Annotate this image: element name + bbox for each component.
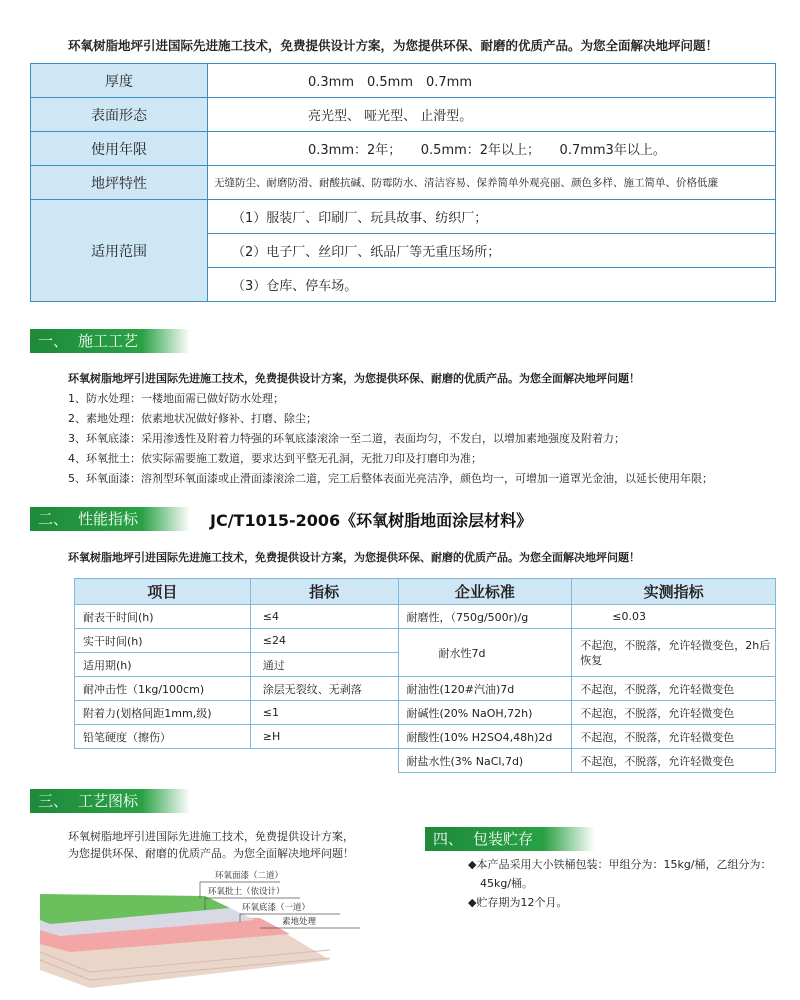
table-cell: 铅笔硬度（擦伤） [75, 725, 251, 749]
table-cell: ≥H [250, 725, 398, 749]
list-item: ◆贮存期为12个月。 [468, 896, 568, 909]
col-header: 指标 [250, 579, 398, 605]
section3-intro-1: 环氧树脂地坪引进国际先进施工技术，免费提供设计方案， [68, 830, 354, 843]
layer-diagram [30, 860, 390, 990]
table-cell: 耐表干时间(h) [75, 605, 251, 629]
table-row [75, 725, 776, 749]
section2-title: 性能指标 [78, 510, 139, 528]
standard-title: JC/T1015-2006《环氧树脂地面涂层材料》 [210, 511, 533, 530]
section4-banner [425, 827, 595, 851]
spec-life-label: 使用年限 [31, 132, 208, 166]
section1-number: 一、 [38, 332, 69, 350]
table-cell: 不起泡，不脱落，允许轻微变色 [572, 749, 776, 773]
col-header: 企业标准 [398, 579, 572, 605]
table-cell: 耐水性7d [398, 629, 572, 677]
section1-title: 施工工艺 [78, 332, 139, 350]
section3-intro-2: 为您提供环保、耐磨的优质产品。为您全面解决地坪问题！ [68, 847, 354, 860]
table-cell: 不起泡，不脱落，允许轻微变色 [572, 701, 776, 725]
table-cell: 耐盐水性(3% NaCl,7d) [398, 749, 572, 773]
spec-life-value: 0.3mm：2年； 0.5mm：2年以上； 0.7mm3年以上。 [208, 132, 776, 166]
spec-table [30, 63, 776, 302]
spec-scope-item: （2）电子厂、丝印厂、纸品厂等无重压场所； [208, 234, 776, 268]
table-row [75, 701, 776, 725]
spec-surface-value: 亮光型、 哑光型、 止滑型。 [208, 98, 776, 132]
layer-label-primer: 环氧底漆（一道） [242, 903, 311, 913]
table-row [75, 629, 776, 653]
spec-scope-label: 适用范围 [31, 200, 208, 302]
packaging-info [468, 855, 778, 912]
table-cell: ≤1 [250, 701, 398, 725]
section2-intro: 环氧树脂地坪引进国际先进施工技术，免费提供设计方案，为您提供环保、耐磨的优质产品。为您全面解决地坪问题！ [68, 551, 640, 564]
table-cell: 不起泡，不脱落，允许轻微变色 [572, 725, 776, 749]
construction-steps [68, 389, 713, 489]
section3-banner [30, 789, 190, 813]
list-item: 5、环氧面漆：溶剂型环氧面漆或止滑面漆滚涂二道，完工后整体表面光亮洁净，颜色均一，可增加一道罩光金油，以延长使用年限； [68, 472, 713, 485]
spec-scope-item: （1）服装厂、印刷厂、玩具故事、纺织厂； [208, 200, 776, 234]
table-row [75, 749, 776, 773]
table-cell: 耐酸性(10% H2SO4,48h)2d [398, 725, 572, 749]
section2-banner [30, 507, 190, 531]
table-cell: 耐磨性，（750g/500r)/g [398, 605, 572, 629]
list-item: 3、环氧底漆：采用渗透性及附着力特强的环氧底漆滚涂一至二道，表面均匀，不发白，以增加素地强度及附着力； [68, 432, 625, 445]
spec-surface-label: 表面形态 [31, 98, 208, 132]
spec-scope-item: （3）仓库、停车场。 [208, 268, 776, 302]
spec-features-value: 无缝防尘、耐磨防滑、耐酸抗碱、防霉防水、清洁容易、保养简单外观亮丽、颜色多样、施工简单、价格低廉 [208, 166, 776, 200]
section4-number: 四、 [433, 830, 464, 848]
section1-banner [30, 329, 190, 353]
table-cell: 通过 [250, 653, 398, 677]
col-header: 项目 [75, 579, 251, 605]
table-cell: 耐冲击性（1kg/100cm) [75, 677, 251, 701]
section2-number: 二、 [38, 510, 69, 528]
spec-thickness-label: 厚度 [31, 64, 208, 98]
table-cell: ≤0.03 [572, 605, 776, 629]
list-item: 2、素地处理：依素地状况做好修补、打磨、除尘； [68, 412, 317, 425]
section3-title: 工艺图标 [78, 792, 139, 810]
section4-title: 包装贮存 [473, 830, 534, 848]
table-cell: 耐油性(120#汽油)7d [398, 677, 572, 701]
layer-label-putty: 环氧批土（依设计） [208, 887, 285, 897]
list-item: ◆本产品采用大小铁桶包装：甲组分为：15kg/桶，乙组分为：45kg/桶。 [468, 858, 772, 890]
table-cell: 不起泡，不脱落，允许轻微变色，2h后恢复 [572, 629, 776, 677]
table-row [75, 677, 776, 701]
table-cell: ≤4 [250, 605, 398, 629]
table-cell: 适用期(h) [75, 653, 251, 677]
spec-thickness-value: 0.3mm 0.5mm 0.7mm [208, 64, 776, 98]
layer-label-substrate: 素地处理 [282, 917, 317, 927]
table-row [75, 605, 776, 629]
list-item: 1、防水处理：一楼地面需已做好防水处理； [68, 392, 284, 405]
section3-number: 三、 [38, 792, 69, 810]
layer-label-topcoat: 环氧面漆（二道） [215, 871, 284, 881]
table-cell: 涂层无裂纹、无剥落 [250, 677, 398, 701]
table-cell: 不起泡，不脱落，允许轻微变色 [572, 677, 776, 701]
table-cell: 实干时间(h) [75, 629, 251, 653]
spec-features-label: 地坪特性 [31, 166, 208, 200]
col-header: 实测指标 [572, 579, 776, 605]
intro-line: 环氧树脂地坪引进国际先进施工技术，免费提供设计方案，为您提供环保、耐磨的优质产品。为您全面解决地坪问题！ [68, 38, 719, 53]
list-item: 4、环氧批土：依实际需要施工数道，要求达到平整无孔洞，无批刀印及打磨印为准； [68, 452, 482, 465]
table-cell: 附着力(划格间距1mm,级) [75, 701, 251, 725]
table-cell: ≤24 [250, 629, 398, 653]
section1-intro: 环氧树脂地坪引进国际先进施工技术，免费提供设计方案，为您提供环保、耐磨的优质产品。为您全面解决地坪问题！ [68, 372, 640, 385]
performance-table [74, 578, 776, 773]
table-cell: 耐碱性(20% NaOH,72h) [398, 701, 572, 725]
